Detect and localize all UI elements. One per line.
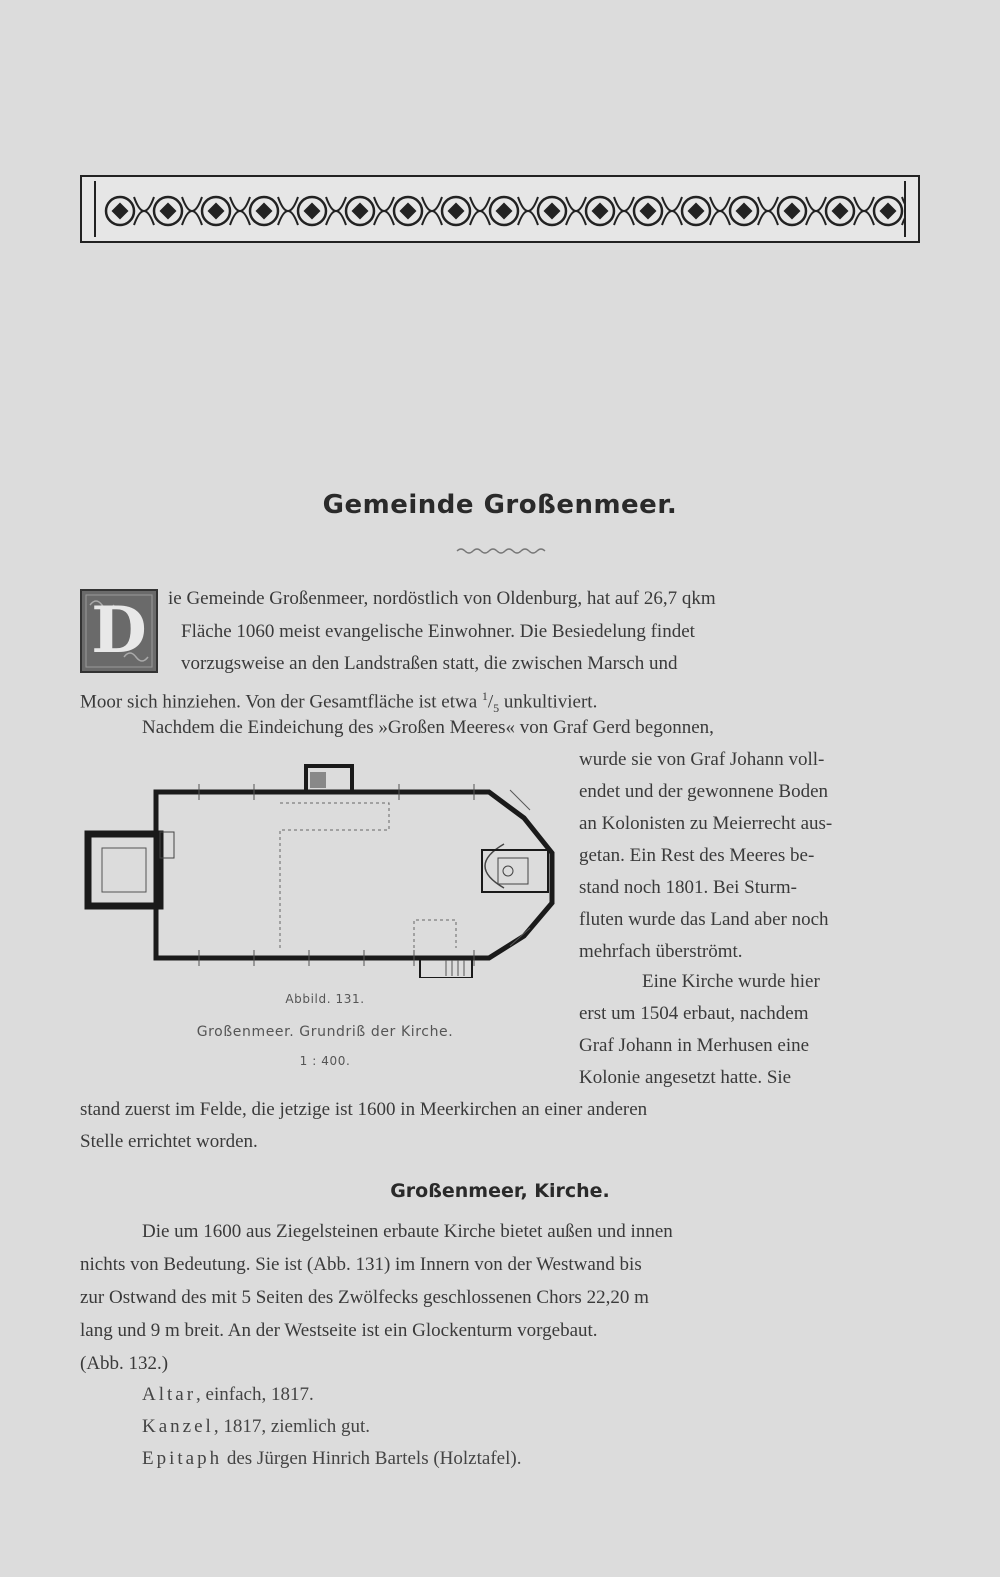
section-heading: Großenmeer, Kirche. <box>390 1180 610 1202</box>
ornament-motif <box>586 197 634 225</box>
ornament-motif <box>202 197 250 225</box>
ornament-motif <box>634 197 682 225</box>
para2-right-7: mehrfach überströmt. <box>579 941 743 962</box>
ornament-motif <box>874 197 904 225</box>
ornament-motif <box>490 197 538 225</box>
title-wavy-rule <box>455 546 547 556</box>
ornament-motif <box>154 197 202 225</box>
ornament-pattern <box>96 183 904 239</box>
inventory-term: Altar <box>142 1384 197 1405</box>
figure-label: Abbild. 131. <box>285 992 365 1006</box>
ornament-motif <box>442 197 490 225</box>
dropcap-letter: D <box>91 593 147 668</box>
para3-right-1: Eine Kirche wurde hier <box>642 971 820 992</box>
fraction-denominator: 5 <box>493 701 500 716</box>
para3-right-4: Kolonie angesetzt hatte. Sie <box>579 1067 792 1088</box>
ornament-motif <box>778 197 826 225</box>
ornament-motif <box>298 197 346 225</box>
intro-line-4-end: unkultiviert. <box>499 691 598 713</box>
para3-right-3: Graf Johann in Merhusen eine <box>579 1035 810 1056</box>
church-line-1: Die um 1600 aus Ziegelsteinen erbaute Kirche bietet außen und innen <box>142 1221 673 1242</box>
inventory-description: , einfach, 1817. <box>196 1384 314 1405</box>
ornament-motif <box>730 197 778 225</box>
intro-line-2: Fläche 1060 meist evangelische Einwohner. Die Besiedelung findet <box>181 621 695 642</box>
inventory-term: Kanzel <box>142 1416 214 1437</box>
ornament-band <box>80 175 920 243</box>
fraction-numerator: 1 <box>481 689 488 703</box>
ornament-motif <box>826 197 874 225</box>
para3-full-1: stand zuerst im Felde, die jetzige ist 1600 in Meerkirchen an einer anderen <box>80 1099 648 1120</box>
ornament-motif <box>538 197 586 225</box>
inventory-item-kanzel <box>142 1416 370 1438</box>
para3-right-2: erst um 1504 erbaut, nachdem <box>579 1003 809 1024</box>
dropcap-initial <box>80 589 158 673</box>
para2-right-3: an Kolonisten zu Meierrecht aus- <box>579 813 833 834</box>
church-line-3: zur Ostwand des mit 5 Seiten des Zwölfecks geschlossenen Chors 22,20 m <box>80 1287 649 1308</box>
para3-full-2: Stelle errichtet worden. <box>80 1131 258 1152</box>
inventory-term: Epitaph <box>142 1448 223 1469</box>
ornament-motif <box>250 197 298 225</box>
figure-scale: 1 : 400. <box>299 1054 351 1068</box>
para2-right-4: getan. Ein Rest des Meeres be- <box>579 845 815 866</box>
intro-line-3: vorzugsweise an den Landstraßen statt, die zwischen Marsch und <box>181 653 678 674</box>
figure-caption: Großenmeer. Grundriß der Kirche. <box>196 1024 454 1040</box>
intro-line-4-text: Moor sich hinziehen. Von der Gesamtfläche ist etwa <box>80 691 482 713</box>
ornament-motif <box>346 197 394 225</box>
ornament-motif <box>106 197 154 225</box>
inventory-item-altar <box>142 1384 314 1406</box>
inventory-item-epitaph <box>142 1448 521 1470</box>
para2-right-5: stand noch 1801. Bei Sturm- <box>579 877 797 898</box>
church-floor-plan <box>84 758 564 978</box>
ornament-motif <box>394 197 442 225</box>
para2-right-1: wurde sie von Graf Johann voll- <box>579 749 825 770</box>
inventory-description: , 1817, ziemlich gut. <box>213 1416 371 1437</box>
church-line-2: nichts von Bedeutung. Sie ist (Abb. 131) im Innern von der Westwand bis <box>80 1254 642 1275</box>
church-line-4: lang und 9 m breit. An der Westseite ist ein Glockenturm vorgebaut. <box>80 1320 598 1341</box>
ornament-motif <box>682 197 730 225</box>
para2-line-1: Nachdem die Eindeichung des »Großen Meeres« von Graf Gerd begonnen, <box>142 717 714 738</box>
inventory-description: des Jürgen Hinrich Bartels (Holztafel). <box>222 1448 522 1469</box>
para2-right-2: endet und der gewonnene Boden <box>579 781 829 802</box>
intro-line-4: Moor sich hinziehen. Von der Gesamtfläche ist etwa $^1/_5$ unkultiviert. <box>80 689 598 716</box>
para2-right-6: fluten wurde das Land aber noch <box>579 909 829 930</box>
church-line-5: (Abb. 132.) <box>80 1353 169 1374</box>
intro-line-1: ie Gemeinde Großenmeer, nordöstlich von Oldenburg, hat auf 26,7 qkm <box>168 588 716 609</box>
page-title: Gemeinde Großenmeer. <box>322 490 678 520</box>
